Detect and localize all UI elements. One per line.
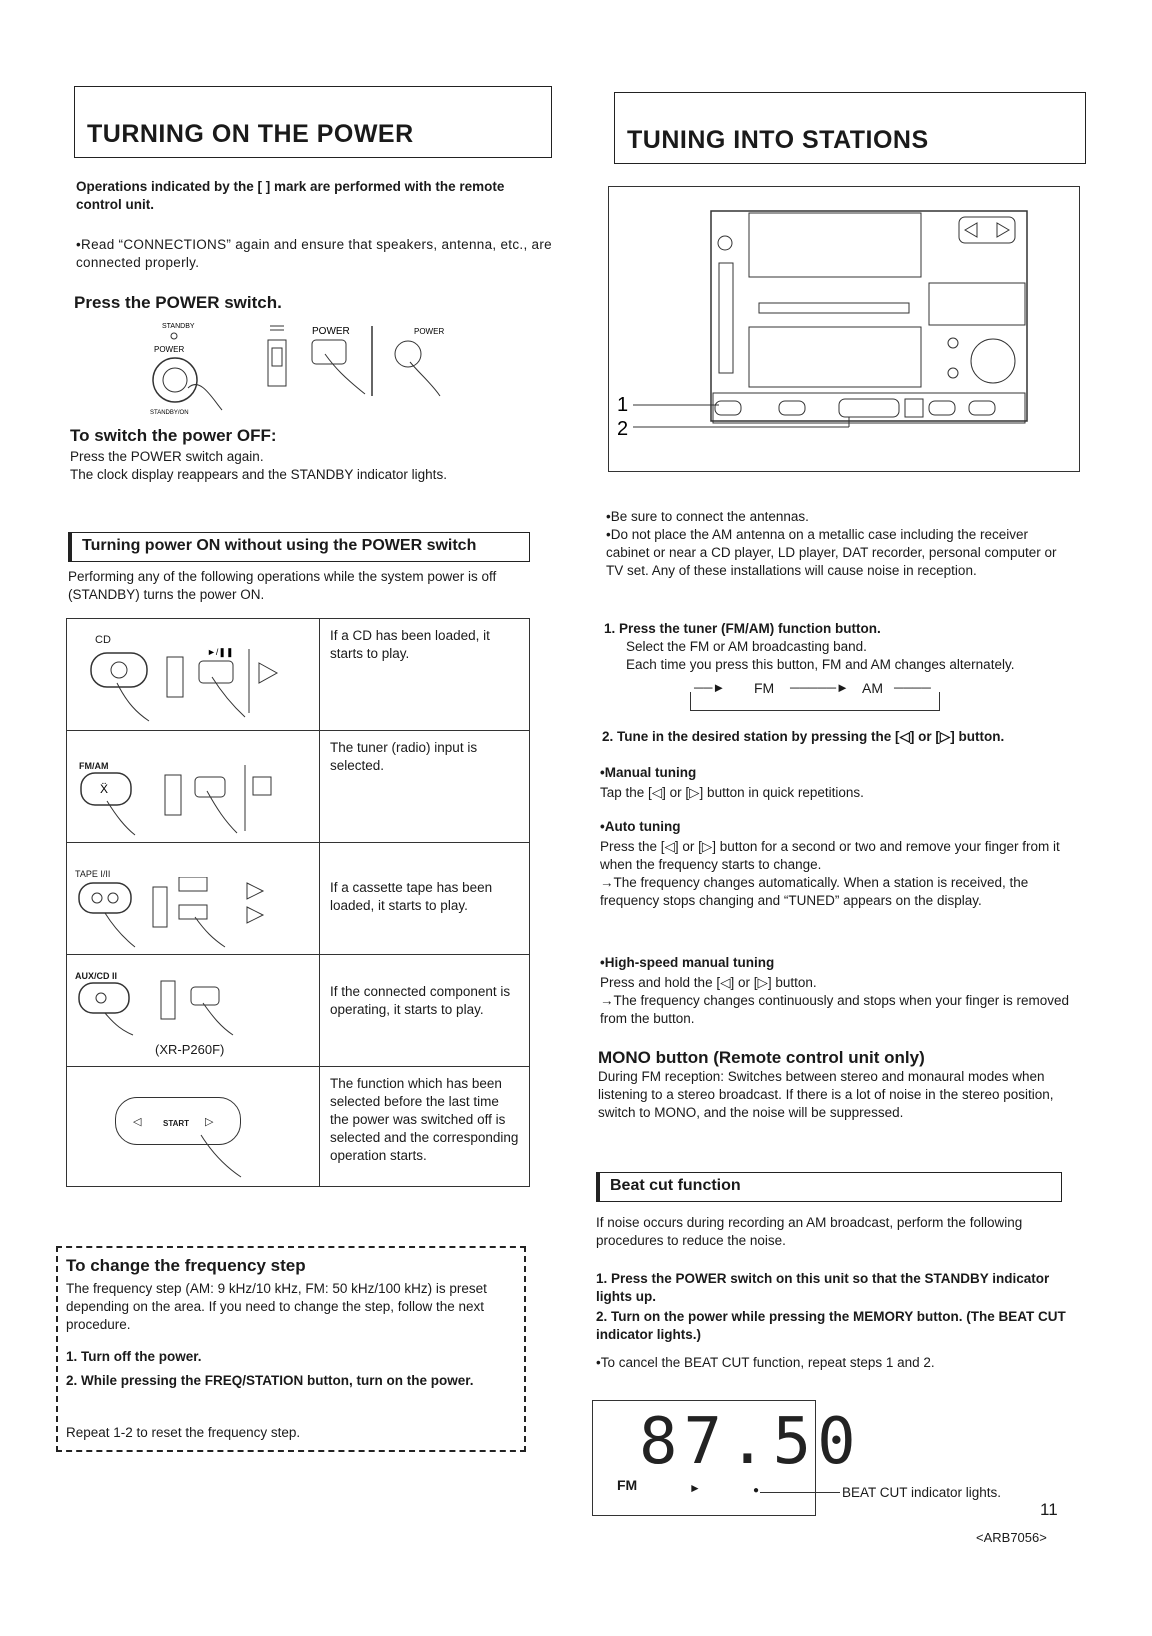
manual-tuning-text: Tap the [◁] or [▷] button in quick repetitions. xyxy=(600,785,864,800)
sub-section-title: Turning power ON without using the POWER switch xyxy=(68,532,530,562)
band-fm: FM xyxy=(754,680,775,696)
power-knob-icon xyxy=(153,358,197,402)
beat-cut-step2: 2. Turn on the power while pressing the MEMORY button. (The BEAT CUT indicator lights.) xyxy=(596,1309,1066,1342)
tuned-arrow-icon: ► xyxy=(689,1481,701,1495)
power-switch-figure xyxy=(140,318,500,418)
cd-button-icon xyxy=(87,643,297,723)
row-label: AUX/CD II xyxy=(75,971,118,981)
table-row xyxy=(67,1067,530,1187)
sub-section-intro: Performing any of the following operations while the system power is off (STANDBY) turns the power ON. xyxy=(68,569,497,602)
aux-button-icon xyxy=(75,977,275,1037)
table-row xyxy=(67,843,530,955)
auto-tuning-text1: Press the [◁] or [▷] button for a second or two and remove your finger from it when the frequency starts to change. xyxy=(600,839,1060,872)
power-label: POWER xyxy=(154,345,185,354)
model-label: (XR-P260F) xyxy=(155,1042,225,1057)
row-label: CD xyxy=(95,634,111,646)
freq-repeat: Repeat 1-2 to reset the frequency step. xyxy=(66,1425,301,1440)
stereo-unit-icon xyxy=(609,187,1079,471)
row-desc: If a CD has been loaded, it starts to play. xyxy=(320,619,530,731)
table-row xyxy=(67,955,530,1067)
table-row xyxy=(67,619,530,731)
power-label-2: POWER xyxy=(312,326,350,337)
left-section-title: TURNING ON THE POWER xyxy=(87,120,414,148)
press-power-heading: Press the POWER switch. xyxy=(74,293,282,312)
start-figure-cell: ◁ START ▷ xyxy=(67,1067,320,1187)
tape-button-icon xyxy=(75,877,297,953)
freq-step1: 1. Turn off the power. xyxy=(66,1349,202,1364)
manual-tuning-title: •Manual tuning xyxy=(600,765,697,780)
tuning-step1-line2: Each time you press this button, FM and AM changes alternately. xyxy=(626,657,1015,672)
band-cycle-diagram: ──► FM ─────► AM ──── xyxy=(690,678,944,712)
high-speed-title: •High-speed manual tuning xyxy=(600,955,775,970)
cd-figure-cell xyxy=(67,619,320,731)
right-section-title-box xyxy=(614,92,1086,164)
standby-on-label: STANDBY/ON xyxy=(150,410,189,416)
display-band: FM xyxy=(617,1477,638,1493)
tuning-step2: 2. Tune in the desired station by pressing the [◁] or [▷] button. xyxy=(602,729,1005,744)
callout-1: 1 xyxy=(617,394,629,416)
freq-title: To change the frequency step xyxy=(66,1256,306,1275)
display-note: BEAT CUT indicator lights. xyxy=(842,1485,1002,1500)
fmam-button-icon xyxy=(77,761,297,841)
display-frequency: 87.50 xyxy=(639,1405,862,1479)
beat-cut-pointer-line xyxy=(760,1492,840,1493)
aux-figure-cell xyxy=(67,955,320,1067)
operations-table xyxy=(66,618,530,1187)
row-label: FM/AM xyxy=(79,761,109,771)
beat-cut-cancel: •To cancel the BEAT CUT function, repeat steps 1 and 2. xyxy=(596,1355,935,1370)
right-section-title: TUNING INTO STATIONS xyxy=(627,126,929,154)
am-antenna-bullet: •Do not place the AM antenna on a metallic case including the receiver cabinet or near a CD player, LD player, DAT recorder, personal computer or TV set. Any of these installations will cause noise in reception. xyxy=(606,527,1057,578)
table-row xyxy=(67,731,530,843)
callout-2: 2 xyxy=(617,418,629,440)
auto-tuning-title: •Auto tuning xyxy=(600,819,681,834)
beat-cut-intro: If noise occurs during recording an AM broadcast, perform the following procedures to reduce the noise. xyxy=(596,1215,1023,1248)
band-am: AM xyxy=(862,680,883,696)
mono-title: MONO button (Remote control unit only) xyxy=(598,1048,925,1067)
row-label: TAPE I/II xyxy=(75,869,111,879)
beat-cut-dot-icon: ● xyxy=(753,1485,760,1496)
tape-figure-cell xyxy=(67,843,320,955)
read-note: •Read “CONNECTIONS” again and ensure that speakers, antenna, etc., are connected properly. xyxy=(76,237,552,270)
power-off-heading: To switch the power OFF: xyxy=(70,426,277,445)
tuning-step1: 1. Press the tuner (FM/AM) function button. xyxy=(604,621,881,636)
standby-label: STANDBY xyxy=(162,323,195,330)
row-desc: If a cassette tape has been loaded, it starts to play. xyxy=(320,843,530,955)
doc-code: <ARB7056> xyxy=(976,1530,1047,1545)
svg-text:Ẍ: Ẍ xyxy=(100,782,109,796)
stereo-unit-figure xyxy=(608,186,1080,472)
remote-note: Operations indicated by the [ ] mark are performed with the remote control unit. xyxy=(76,179,505,212)
row-desc: The tuner (radio) input is selected. xyxy=(320,731,530,843)
fmam-figure-cell xyxy=(67,731,320,843)
row-desc: If the connected component is operating, it starts to play. xyxy=(320,955,530,1067)
row-desc: The function which has been selected before the last time the power was switched off is selected and the corresponding operation starts. xyxy=(320,1067,530,1187)
high-speed-text2: →The frequency changes continuously and stops when your finger is removed from the button. xyxy=(600,993,1070,1026)
freq-step2: 2. While pressing the FREQ/STATION button, turn on the power. xyxy=(66,1373,474,1388)
frequency-step-box xyxy=(56,1246,526,1452)
power-label-3: POWER xyxy=(414,327,445,336)
hand-icon xyxy=(197,1131,257,1181)
tuning-step1-line1: Select the FM or AM broadcasting band. xyxy=(626,639,867,654)
page-number: 11 xyxy=(1040,1500,1058,1519)
fm-display-panel xyxy=(592,1400,862,1516)
mono-text: During FM reception: Switches between stereo and monaural modes when listening to a stereo broadcast. If there is a lot of noise in the stereo position, switch to MONO, and the noise will be suppressed. xyxy=(598,1069,1054,1120)
power-off-line1: Press the POWER switch again. xyxy=(70,449,264,464)
freq-text: The frequency step (AM: 9 kHz/10 kHz, FM: 50 kHz/100 kHz) is preset depending on the area. If you need to change the step, follow the next procedure. xyxy=(66,1281,487,1332)
beat-cut-title: Beat cut function xyxy=(596,1172,1062,1202)
antenna-bullet: •Be sure to connect the antennas. xyxy=(606,509,809,524)
start-label: START xyxy=(163,1119,190,1128)
left-section-title-box xyxy=(74,86,552,158)
power-off-line2: The clock display reappears and the STANDBY indicator lights. xyxy=(70,467,447,482)
high-speed-text1: Press and hold the [◁] or [▷] button. xyxy=(600,975,817,990)
auto-tuning-text2: →The frequency changes automatically. When a station is received, the frequency stops changing and “TUNED” appears on the display. xyxy=(600,875,1029,908)
svg-text:►/❚❚: ►/❚❚ xyxy=(207,647,234,657)
beat-cut-step1: 1. Press the POWER switch on this unit so that the STANDBY indicator lights up. xyxy=(596,1271,1050,1304)
